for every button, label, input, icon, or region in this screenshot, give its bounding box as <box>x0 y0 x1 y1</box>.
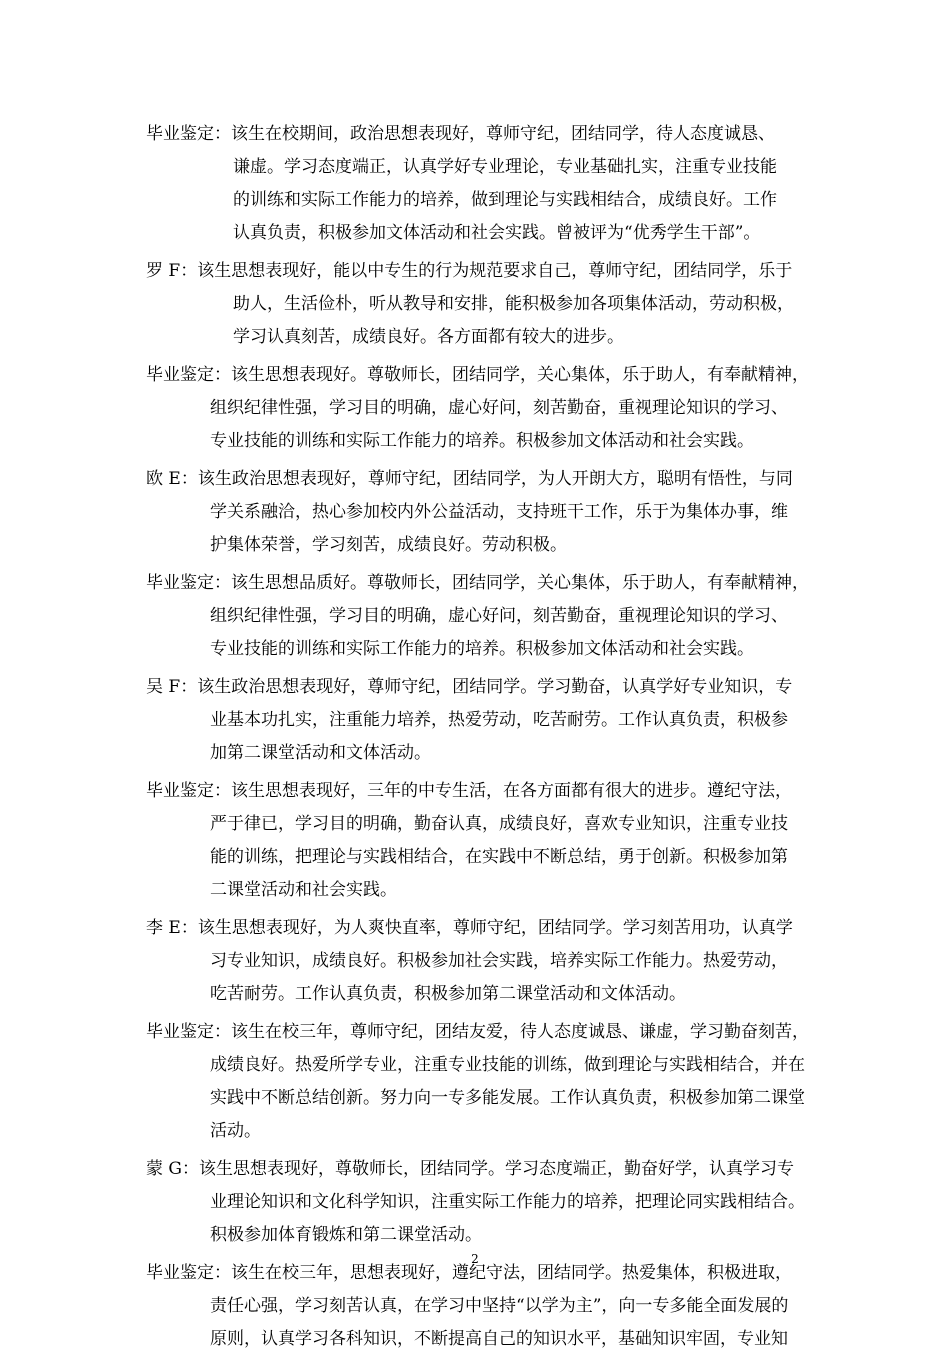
entry-text: 积极参加体育锻炼和第二课堂活动。 <box>210 1225 482 1245</box>
entry-text: 该生思想表现好，三年的中专生活，在各方面都有很大的进步。遵纪守法， <box>231 781 792 801</box>
entry-text: 学关系融洽，热心参加校内外公益活动，支持班干工作，乐于为集体办事，维 <box>210 502 788 522</box>
entry-text: 原则，认真学习各科知识，不断提高自己的知识水平，基础知识牢固，专业知 <box>210 1329 788 1349</box>
evaluation-entry <box>0 1016 950 1148</box>
entry-text: 习专业知识，成绩良好。积极参加社会实践，培养实际工作能力。热爱劳动， <box>210 951 788 971</box>
student-entry <box>0 463 950 562</box>
entry-text: 二课堂活动和社会实践。 <box>210 880 397 900</box>
page-number: 2 <box>471 1252 479 1266</box>
entry-label: 蒙 G： <box>146 1159 199 1179</box>
entry-text: 业基本功扎实，注重能力培养，热爱劳动，吃苦耐劳。工作认真负责，积极参 <box>210 710 788 730</box>
entry-text: 该生思想品质好。尊敬师长，团结同学，关心集体，乐于助人，有奉献精神， <box>231 573 809 593</box>
entry-text: 该生在校期间，政治思想表现好，尊师守纪，团结同学，待人态度诚恳、 <box>231 124 775 144</box>
entry-text: 专业技能的训练和实际工作能力的培养。积极参加文体活动和社会实践。 <box>210 639 754 659</box>
evaluation-entry <box>0 359 950 458</box>
entry-text: 的训练和实际工作能力的培养，做到理论与实践相结合，成绩良好。工作 <box>233 190 777 210</box>
entry-text: 责任心强，学习刻苦认真，在学习中坚持“以学为主”，向一专多能全面发展的 <box>210 1296 789 1316</box>
student-entry <box>0 912 950 1011</box>
entry-text: 组织纪律性强，学习目的明确，虚心好问，刻苦勤奋，重视理论知识的学习、 <box>210 606 788 626</box>
evaluation-entry <box>0 567 950 666</box>
entry-label: 毕业鉴定： <box>146 1022 231 1042</box>
entry-text: 实践中不断总结创新。努力向一专多能发展。工作认真负责，积极参加第二课堂 <box>210 1088 805 1108</box>
student-entry <box>0 1153 950 1252</box>
entry-label: 吴 F： <box>146 677 198 697</box>
entry-text: 能的训练，把理论与实践相结合，在实践中不断总结，勇于创新。积极参加第 <box>210 847 788 867</box>
entry-label: 李 E： <box>146 918 198 938</box>
entry-text: 该生政治思想表现好，尊师守纪，团结同学，为人开朗大方，聪明有悟性，与同 <box>197 469 793 489</box>
entry-text: 严于律已，学习目的明确，勤奋认真，成绩良好，喜欢专业知识，注重专业技 <box>210 814 788 834</box>
document-body <box>0 118 950 1361</box>
entry-text: 专业技能的训练和实际工作能力的培养。积极参加文体活动和社会实践。 <box>210 431 754 451</box>
entry-text: 该生思想表现好，能以中专生的行为规范要求自己，尊师守纪，团结同学，乐于 <box>197 261 793 281</box>
entry-label: 欧 E： <box>146 469 198 489</box>
entry-text: 业理论知识和文化科学知识，注重实际工作能力的培养，把理论同实践相结合。 <box>210 1192 805 1212</box>
entry-label: 毕业鉴定： <box>146 1263 231 1283</box>
evaluation-entry <box>0 118 950 250</box>
student-entry <box>0 255 950 354</box>
entry-text: 加第二课堂活动和文体活动。 <box>210 743 431 763</box>
entry-text: 该生政治思想表现好，尊师守纪，团结同学。学习勤奋，认真学好专业知识，专 <box>197 677 793 697</box>
entry-text: 该生思想表现好，尊敬师长，团结同学。学习态度端正，勤奋好学，认真学习专 <box>198 1159 794 1179</box>
entry-label: 毕业鉴定： <box>146 365 231 385</box>
entry-text: 吃苦耐劳。工作认真负责，积极参加第二课堂活动和文体活动。 <box>210 984 686 1004</box>
entry-label: 毕业鉴定： <box>146 124 231 144</box>
entry-text: 该生在校三年，尊师守纪，团结友爱，待人态度诚恳、谦虚，学习勤奋刻苦， <box>231 1022 809 1042</box>
entry-text: 护集体荣誉，学习刻苦，成绩良好。劳动积极。 <box>210 535 567 555</box>
entry-text: 该生思想表现好。尊敬师长，团结同学，关心集体，乐于助人，有奉献精神， <box>231 365 809 385</box>
student-entry <box>0 671 950 770</box>
evaluation-entry <box>0 1257 950 1356</box>
entry-text: 活动。 <box>210 1121 261 1141</box>
entry-text: 该生思想表现好，为人爽快直率，尊师守纪，团结同学。学习刻苦用功，认真学 <box>197 918 793 938</box>
entry-label: 毕业鉴定： <box>146 573 231 593</box>
evaluation-entry <box>0 775 950 907</box>
entry-text: 成绩良好。热爱所学专业，注重专业技能的训练，做到理论与实践相结合，并在 <box>210 1055 805 1075</box>
entry-text: 学习认真刻苦，成绩良好。各方面都有较大的进步。 <box>233 327 624 347</box>
entry-text: 认真负责，积极参加文体活动和社会实践。曾被评为“优秀学生干部”。 <box>233 223 761 243</box>
entry-label: 毕业鉴定： <box>146 781 231 801</box>
entry-text: 助人，生活俭朴，听从教导和安排，能积极参加各项集体活动，劳动积极， <box>233 294 794 314</box>
entry-text: 谦虚。学习态度端正，认真学好专业理论，专业基础扎实，注重专业技能 <box>233 157 777 177</box>
entry-text: 该生在校三年，思想表现好，遵纪守法，团结同学。热爱集体，积极进取， <box>231 1263 792 1283</box>
entry-label: 罗 F： <box>146 261 198 281</box>
entry-text: 组织纪律性强，学习目的明确，虚心好问，刻苦勤奋，重视理论知识的学习、 <box>210 398 788 418</box>
